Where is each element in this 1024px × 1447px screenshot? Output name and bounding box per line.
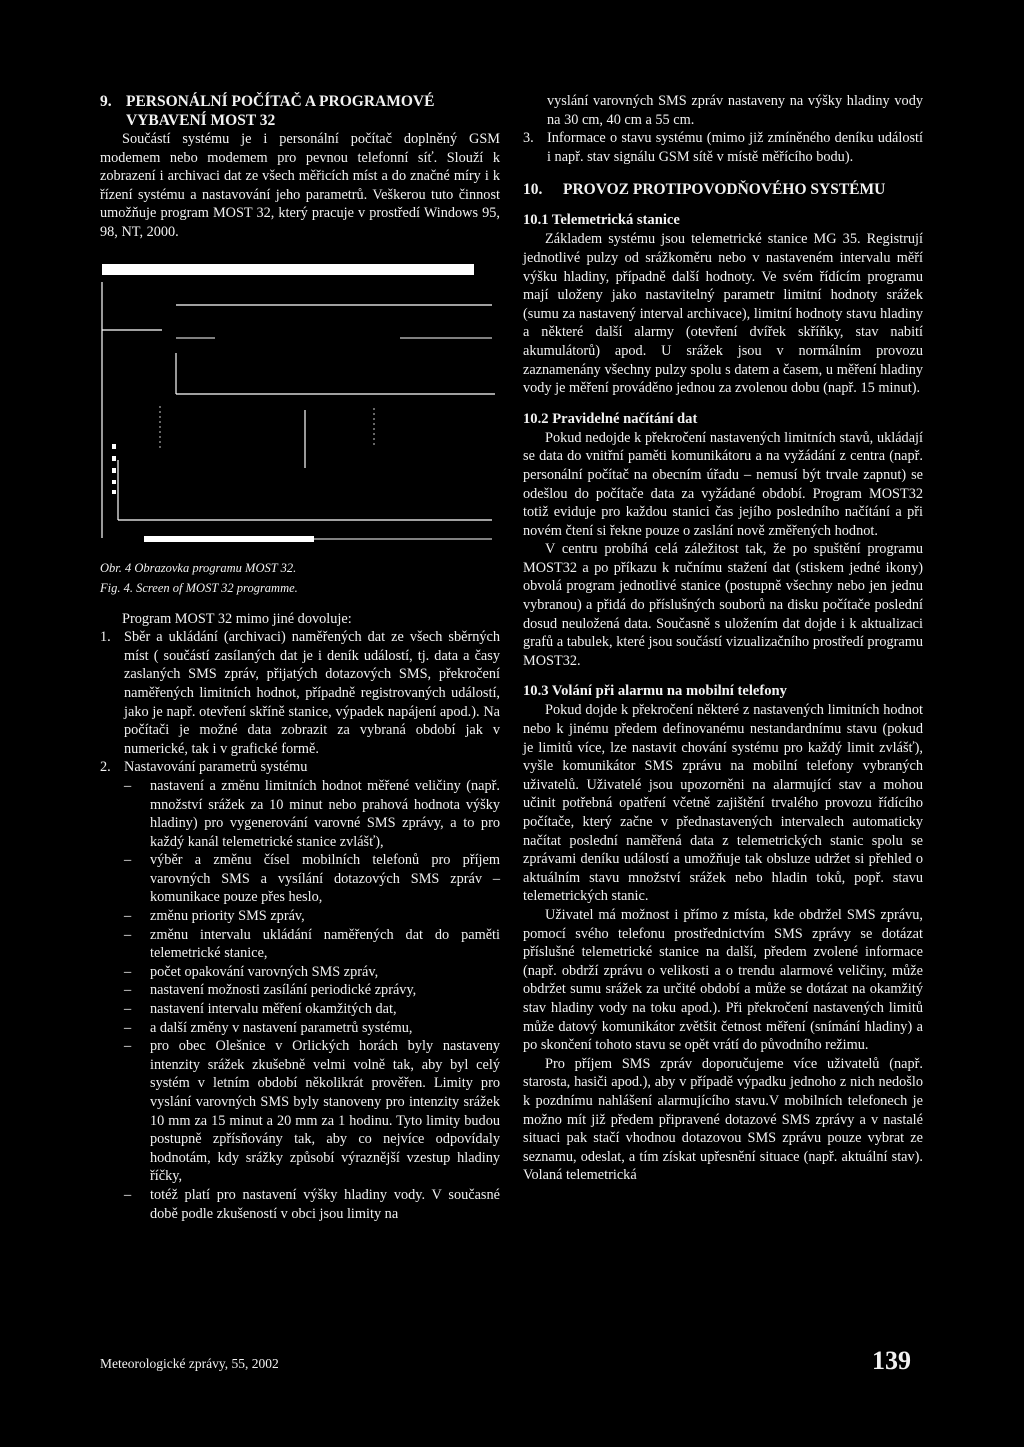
sub-item [124, 907, 500, 926]
list-item-1 [100, 628, 500, 758]
section-10-3-paragraph-3: Pro příjem SMS zpráv doporučujeme více uživatelů (např. starosta, hasiči apod.), aby v případě výpadku jednoho z nich nedošlo k pozdnímu nahlášení alarmujícího stavu.V mobilních telefonech je možno mít již předem připravené dotazové SMS zprávy a v nastalé situaci pak stačí vhodnou dotazovou SMS zprávu pouze vybrat ze seznamu, odeslat, a tím získat upřesnění situace (např. aktuální stav). Volaná telemetrická [523, 1055, 923, 1184]
journal-footer: Meteorologické zprávy, 55, 2002 [100, 1356, 279, 1371]
sub-item [124, 1037, 500, 1186]
program-list [100, 628, 500, 1223]
dash: – [124, 852, 132, 869]
sub-item-text: nastavení a změnu limitních hodnot měřené veličiny (např. množství srážek za 10 minut nebo prahová hodnota výšky hladiny) pro vygenerování varovné SMS zprávy, a to pro každý kanál telemetrické stanice zvlášť), [150, 777, 500, 850]
figure-screenshot [100, 258, 500, 558]
section-9-number: 9. [100, 93, 112, 110]
list-item-2 [100, 758, 500, 777]
sub-item [124, 1186, 500, 1223]
dash: – [124, 777, 132, 794]
list-item-1-number: 1. [100, 629, 111, 646]
sub-item-text: nastavení intervalu měření okamžitých dat, [150, 1001, 397, 1018]
dash: – [124, 982, 132, 999]
section-9-heading [100, 92, 500, 130]
section-10-title: PROVOZ PROTIPOVODŇOVÉHO SYSTÉMU [563, 181, 886, 199]
page-number: 139 [872, 1346, 911, 1375]
section-10-2-heading: 10.2 Pravidelné načítání dat [523, 410, 698, 427]
figure-screenshot-graphic [100, 258, 500, 558]
sub-item [124, 851, 500, 907]
sub-item-text: změnu priority SMS zpráv, [150, 908, 305, 925]
section-10-number: 10. [523, 181, 543, 199]
sub-item [124, 1019, 500, 1038]
list-item-3-text: Informace o stavu systému (mimo již zmíněného deníku událostí i např. stav signálu GSM sítě v místě měřícího bodu). [547, 130, 923, 165]
section-10-3-paragraph-1: Pokud dojde k překročení některé z nastavených limitních hodnot nebo k jinému předem definovanému nestandardnímu stavu (pokud je limitů více, lze nastavit chování systému pro každý limit zvlášť), vyšle komunikátor SMS zprávu na mobilní telefony vybraných uživatelů. Uživatelé jsou upozorněni na alarmující stav a mohou učinit potřebná opatření včetně zajištění trvalého provozu řídícího počítače, který začne v přednastavených intervalech automaticky načítat poslední naměřená data z telemetrických stanic spolu se zprávami deníku událostí a umožňuje tak obsluze udržet si přehled o aktuálním stavu množství srážek nebo hladin toků, popř. stavu telemetrických stanic. [523, 702, 923, 905]
figure-caption-cz: Obr. 4 Obrazovka programu MOST 32. [100, 560, 297, 575]
list-item-2-number: 2. [100, 759, 111, 776]
section-9-title-line1: PERSONÁLNÍ POČÍTAČ A PROGRAMOVÉ [126, 93, 435, 110]
section-10-3-paragraph-2: Uživatel má možnost i přímo z místa, kde obdržel SMS zprávu, pomocí svého telefonu prostřednictvím SMS zprávy se dotázat příslušné telemetrické stanice na další, předem zvolené informace (např. obdrží zprávu o velikosti a o trendu alarmové veličiny, může obdržet sumu srážek za určité období a může se dotázat na okamžitý stav hladiny vody na toku apod.). Při překročení nastavených limitů může datový komunikátor zvětšit četnost měření (snímání hladiny) a po skončení tohoto stavu se opět vrátí do původního režimu. [523, 906, 923, 1054]
section-10-1-heading: 10.1 Telemetrická stanice [523, 212, 680, 229]
sub-item-text: a další změny v nastavení parametrů systému, [150, 1019, 413, 1036]
section-9-title-line2: VYBAVENÍ MOST 32 [126, 112, 276, 129]
dash: – [124, 1019, 132, 1036]
sub-item-text: výběr a změnu čísel mobilních telefonů pro příjem varovných SMS a vysílání dotazových SMS zpráv – komunikace pouze přes heslo, [150, 852, 500, 906]
continued-item [523, 92, 923, 129]
section-10-3-heading: 10.3 Volání při alarmu na mobilní telefony [523, 683, 787, 700]
list-item-2-text: Nastavování parametrů systému [124, 759, 308, 776]
section-10-2-paragraph-1: Pokud nedojde k překročení nastavených limitních stavů, ukládají se data do vnitřní paměti komunikátoru a na vyžádání z centra (např. personální počítač na obecním úřadu – nemusí být trvale zapnut) se odešlou do počítače data za vyžádané období. Program MOST32 totiž eviduje pro každou stanici čas jejího posledního načítání a při novém čtení si řekne pouze o zaslání nově změřených hodnot. [523, 429, 923, 539]
sub-item [124, 981, 500, 1000]
sub-item-text: počet opakování varovných SMS zpráv, [150, 963, 379, 980]
section-10-2-paragraph-2: V centru probíhá celá záležitost tak, že po spuštění programu MOST32 a po příkazu k ručnímu stažení dat (stiskem jedné ikony) obvolá program jednotlivé stanice (postupně všechny nebo jen jednu vybranou) a přidá do příslušných souborů na disku počítače poslední dosud neuložená data. Současně s uložením dat dojde i k aktualizaci grafů a tabulek, které jsou součástí vizualizačního prostředí programu MOST32. [523, 541, 923, 669]
program-intro: Program MOST 32 mimo jiné dovoluje: [122, 610, 352, 627]
sub-item-text: totéž platí pro nastavení výšky hladiny vody. V současné době podle zkušeností v obci jsou limity na [150, 1186, 500, 1222]
sub-item [124, 1000, 500, 1019]
continued-text: vyslání varovných SMS zpráv nastaveny na výšky hladiny vody na 30 cm, 40 cm a 55 cm. [547, 93, 923, 128]
left-column [100, 92, 500, 1223]
dash: – [124, 908, 132, 925]
sub-item [124, 963, 500, 982]
dash: – [124, 963, 132, 980]
sub-item-text: nastavení možnosti zasílání periodické zprávy, [150, 982, 417, 999]
sub-item [124, 926, 500, 963]
dash: – [124, 926, 132, 943]
figure-caption-en: Fig. 4. Screen of MOST 32 programme. [100, 580, 298, 595]
dash: – [124, 1186, 132, 1203]
list-item-1-text: Sběr a ukládání (archivaci) naměřených dat ze všech sběrných míst ( součástí zasílaných dat je i deník událostí, tj. data a časy zaslaných SMS zpráv, přijatých dotazových SMS, překročení naměřených limitních hodnot, případně registrovaných událostí, jako je např. otevření skříně stanice, výpadek napájení apod.). Na počítači je možné data zobrazit za vybraná období jak v numerické, tak i v grafické formě. [124, 629, 500, 757]
dash: – [124, 1038, 132, 1055]
section-10-1-paragraph: Základem systému jsou telemetrické stanice MG 35. Registrují jednotlivé pulzy od srážkoměru nebo v nastaveném intervalu měří výšku hladiny, případně další hodnoty. Ve svém řídícím programu mají uloženy jako nastavitelný parametr limitní hodnoty srážek (sumu za nastavený interval archivace), limitní hodnoty stavu hladiny a některé další alarmy (otevření dvířek skříňky, stav nabití akumulátorů) apod. U srážek jsou v normálním provozu zaznamenány všechny pulzy spolu s datem a časem, u měření hladiny vody je měření prováděno jednou za zvolenou dobu (např. 15 minut). [523, 231, 923, 397]
section-10-heading [523, 180, 923, 199]
list-item-3 [523, 129, 923, 166]
sub-item-text: pro obec Olešnice v Orlických horách byly nastaveny intenzity srážek zkušebně velmi volně tak, aby byl celý systém v letním období několikrát prověřen. Limity pro vyslání varovných SMS byly stanoveny pro intenzity srážek 10 mm za 15 minut a 20 mm za 1 hodinu. Tyto limity budou postupně zpřísňovány tak, aby co nejvíce odpovídaly hodnotám, kdy srážky způsobí výraznější vzestup hladiny říčky, [150, 1038, 500, 1185]
dash: – [124, 1001, 132, 1018]
list-item-3-number: 3. [523, 130, 534, 147]
section-9-paragraph: Součástí systému je i personální počítač doplněný GSM modemem nebo modemem pro pevnou telefonní síť. Slouží k zobrazení i archivaci dat ze všech měřicích míst a do značné míry i k řízení systému a nastavování jeho parametrů. Veškerou tuto činnost umožňuje program MOST 32, který pracuje v prostředí Windows 95, 98, NT, 2000. [100, 131, 500, 240]
sub-item-text: změnu intervalu ukládání naměřených dat do paměti telemetrické stanice, [150, 926, 500, 962]
sub-item [124, 777, 500, 851]
right-column [523, 92, 923, 1185]
